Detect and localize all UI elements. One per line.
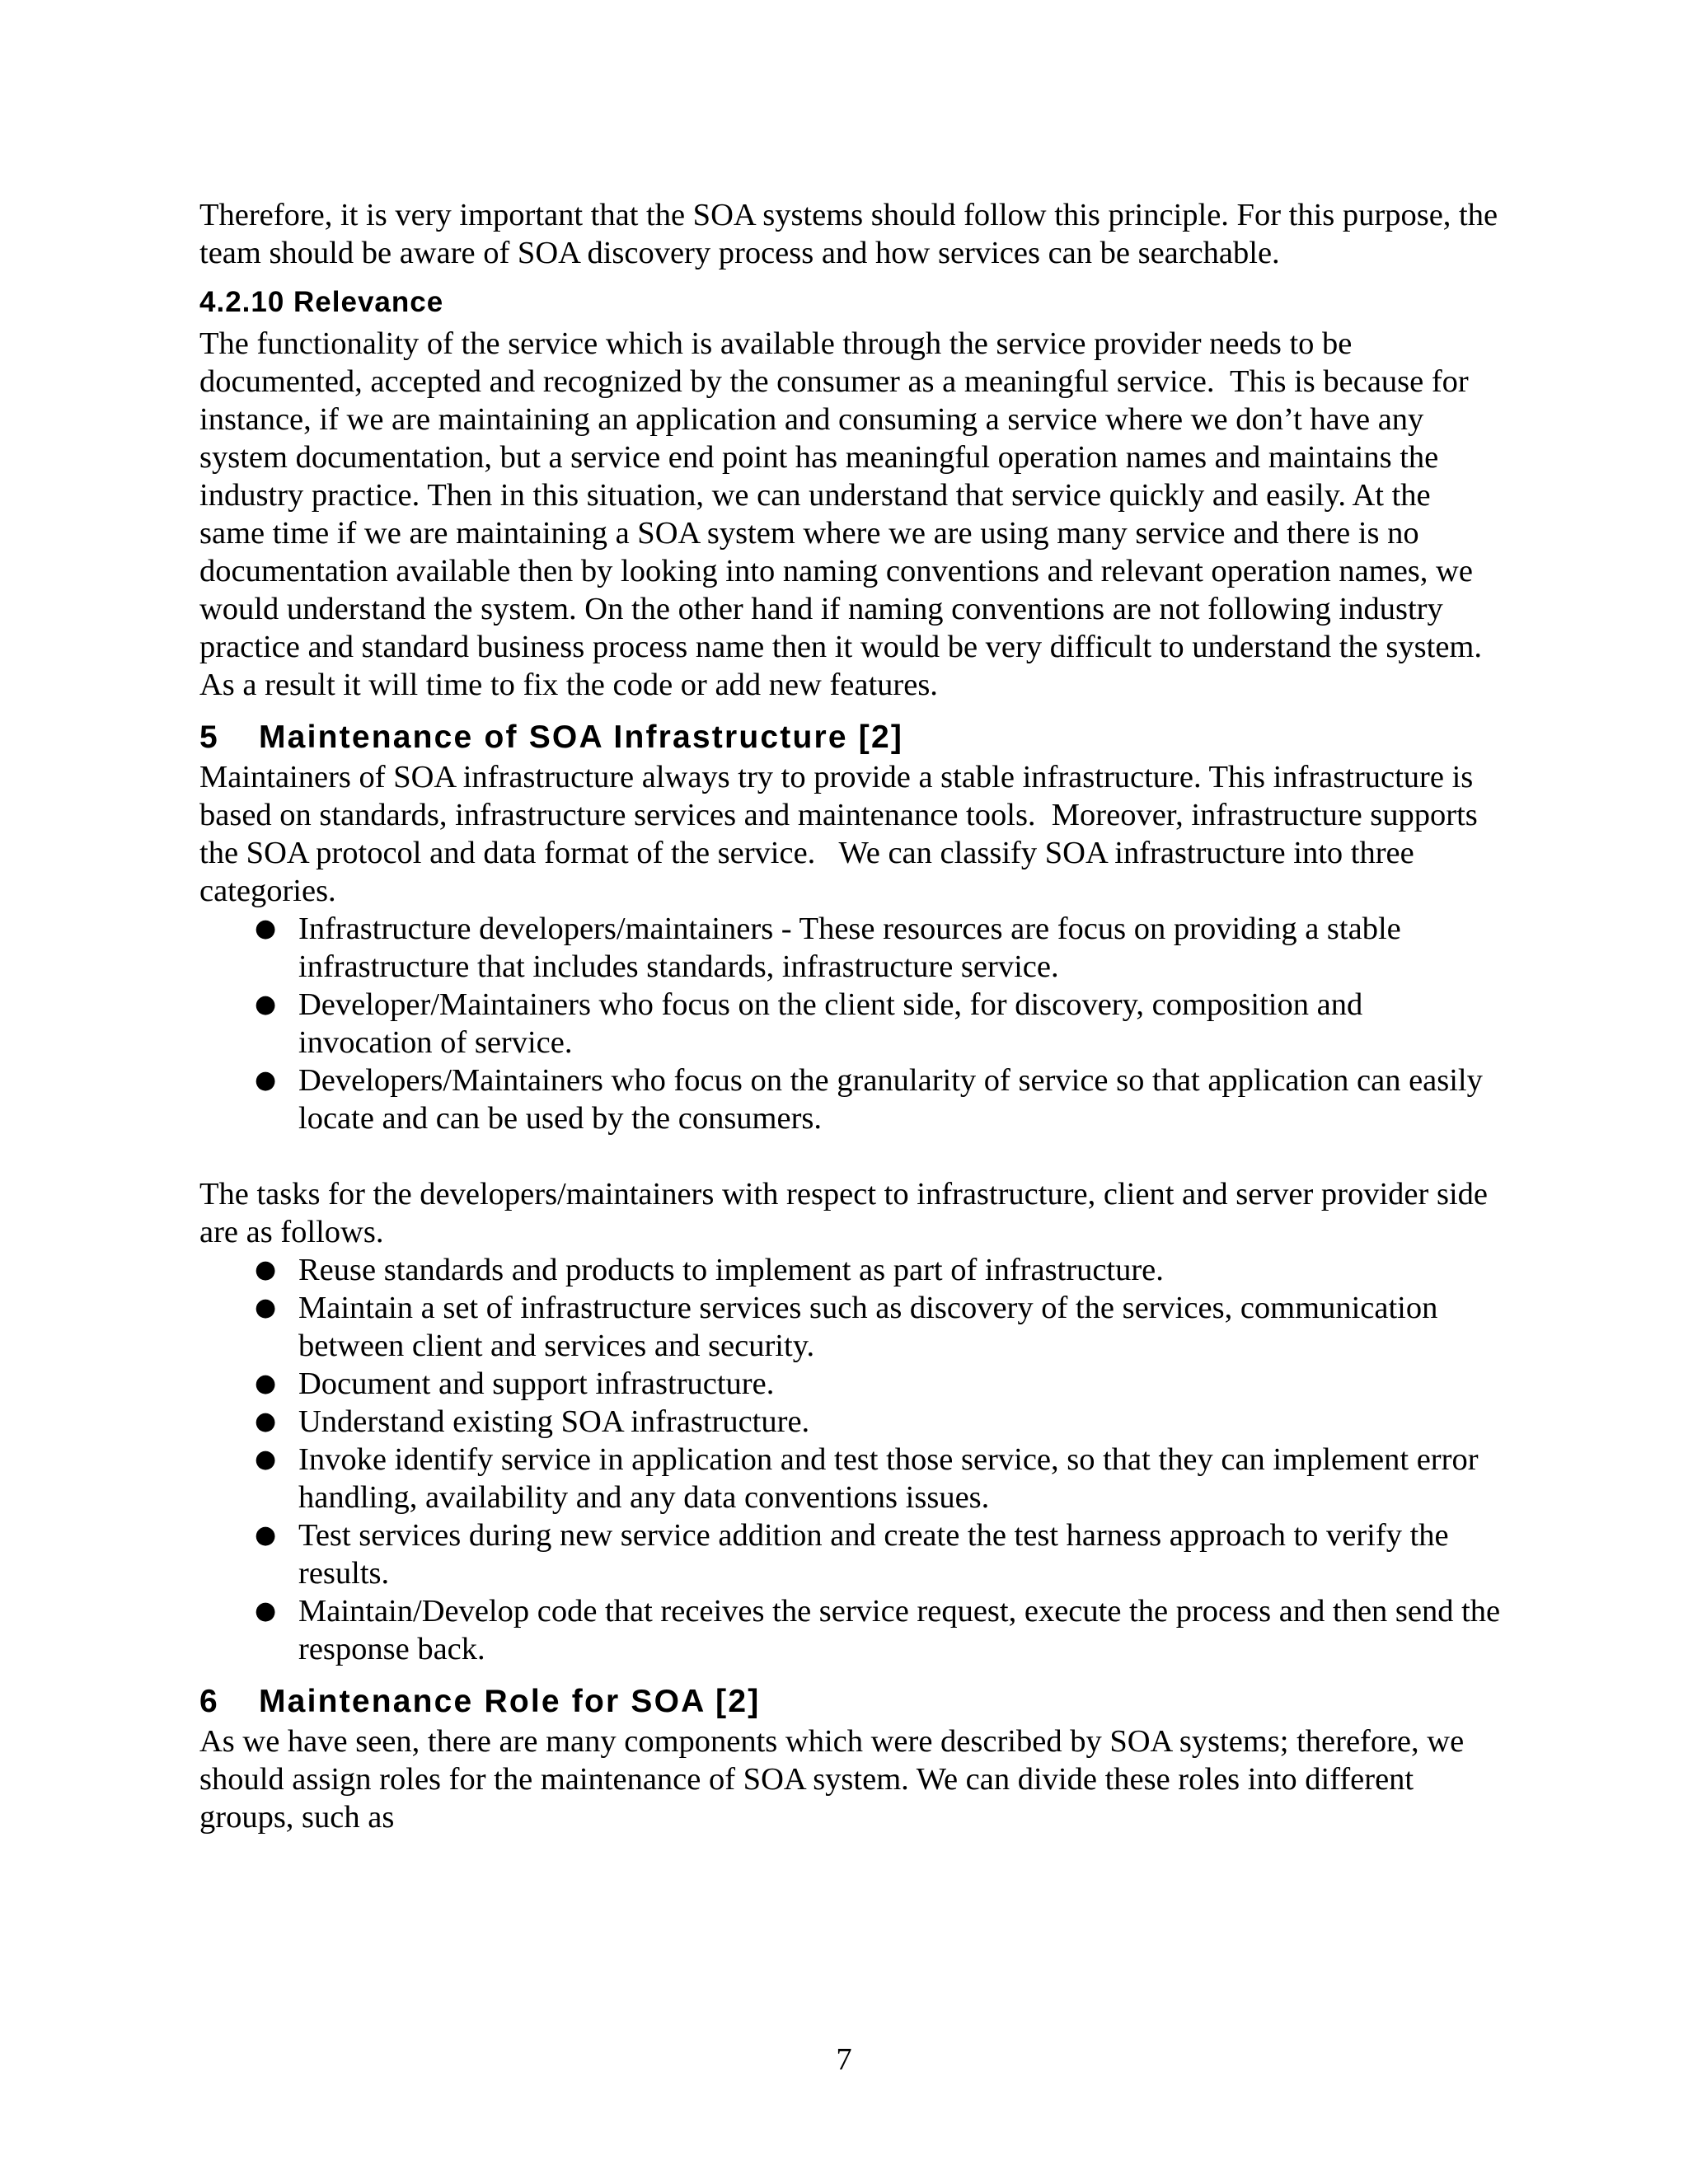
categories-list xyxy=(199,910,1503,1137)
infrastructure-paragraph: Maintainers of SOA infrastructure always try to provide a stable infrastructure. This infrastructure is based on standards, infrastructure services and maintenance tools. Moreover, infrastructure supports the SOA protocol and data format of the service. We can classify SOA infrastructure into three categories. xyxy=(199,760,1486,908)
section-6-title: Maintenance Role for SOA [2] xyxy=(259,1684,761,1719)
bullet-icon: ● xyxy=(255,914,277,943)
list-item: ● Maintain/Develop code that receives the service request, execute the process and then send the response back. xyxy=(255,1594,1508,1666)
relevance-paragraph: The functionality of the service which is available through the service provider needs to be documented, accepted and recognized by the consumer as a meaningful service. This is because for instance, if we are maintaining an application and consuming a service where we don’t have any system documentation, but a service end point has meaningful operation names and maintains the industry practice. Then in this situation, we can understand that service quickly and easily. At the same time if we are maintaining a SOA system where we are using many service and there is no documentation available then by looking into naming conventions and relevant operation names, we would understand the system. On the other hand if naming conventions are not following industry practice and standard business process name then it would be very difficult to understand the system. As a result it will time to fix the code or add new features. xyxy=(199,326,1489,702)
bullet-icon: ● xyxy=(255,1407,277,1436)
section-5-number: 5 xyxy=(199,719,218,755)
bullet-icon: ● xyxy=(255,1255,277,1284)
list-item: ● Maintain a set of infrastructure services such as discovery of the services, communication between client and services and security. xyxy=(255,1291,1446,1363)
section-6-number: 6 xyxy=(199,1684,218,1719)
list-item: ● Document and support infrastructure. xyxy=(255,1366,775,1401)
heading-section-5 xyxy=(199,717,1503,758)
section-5-title: Maintenance of SOA Infrastructure [2] xyxy=(259,719,904,755)
bullet-icon: ● xyxy=(255,1445,277,1474)
tasks-list xyxy=(199,1251,1508,1668)
bullet-icon: ● xyxy=(255,1293,277,1322)
roles-paragraph: As we have seen, there are many components which were described by SOA systems; therefore, we should assign roles for the maintenance of SOA system. We can divide these roles into different groups, such as xyxy=(199,1724,1472,1835)
list-item: ● Infrastructure developers/maintainers - These resources are focus on providing a stable infrastructure that includes standards, infrastructure service. xyxy=(255,912,1409,984)
bullet-icon: ● xyxy=(255,990,277,1019)
bullet-icon: ● xyxy=(255,1066,277,1094)
bullet-icon: ● xyxy=(255,1369,277,1398)
list-item: ● Developers/Maintainers who focus on the granularity of service so that application can easily locate and can be used by the consumers. xyxy=(255,1063,1491,1136)
list-item: ● Test services during new service addition and create the test harness approach to verify the results. xyxy=(255,1518,1457,1591)
bullet-icon: ● xyxy=(255,1596,277,1625)
list-item: ● Developer/Maintainers who focus on the client side, for discovery, composition and invocation of service. xyxy=(255,987,1371,1060)
list-item: ● Invoke identify service in application and test those service, so that they can implement error handling, availability and any data conventions issues. xyxy=(255,1442,1487,1515)
document-page xyxy=(199,196,1508,1836)
tasks-intro-paragraph: The tasks for the developers/maintainers with respect to infrastructure, client and server provider side are as follows. xyxy=(199,1177,1496,1249)
heading-section-6 xyxy=(199,1681,1503,1722)
intro-paragraph: Therefore, it is very important that the SOA systems should follow this principle. For this purpose, the team should be aware of SOA discovery process and how services can be searchable. xyxy=(199,198,1506,270)
list-item: ● Understand existing SOA infrastructure. xyxy=(255,1404,810,1439)
list-item: ● Reuse standards and products to implement as part of infrastructure. xyxy=(255,1253,1164,1287)
bullet-icon: ● xyxy=(255,1521,277,1549)
heading-4-2-10: 4.2.10 Relevance xyxy=(199,286,444,318)
page-number: 7 xyxy=(836,2042,852,2077)
